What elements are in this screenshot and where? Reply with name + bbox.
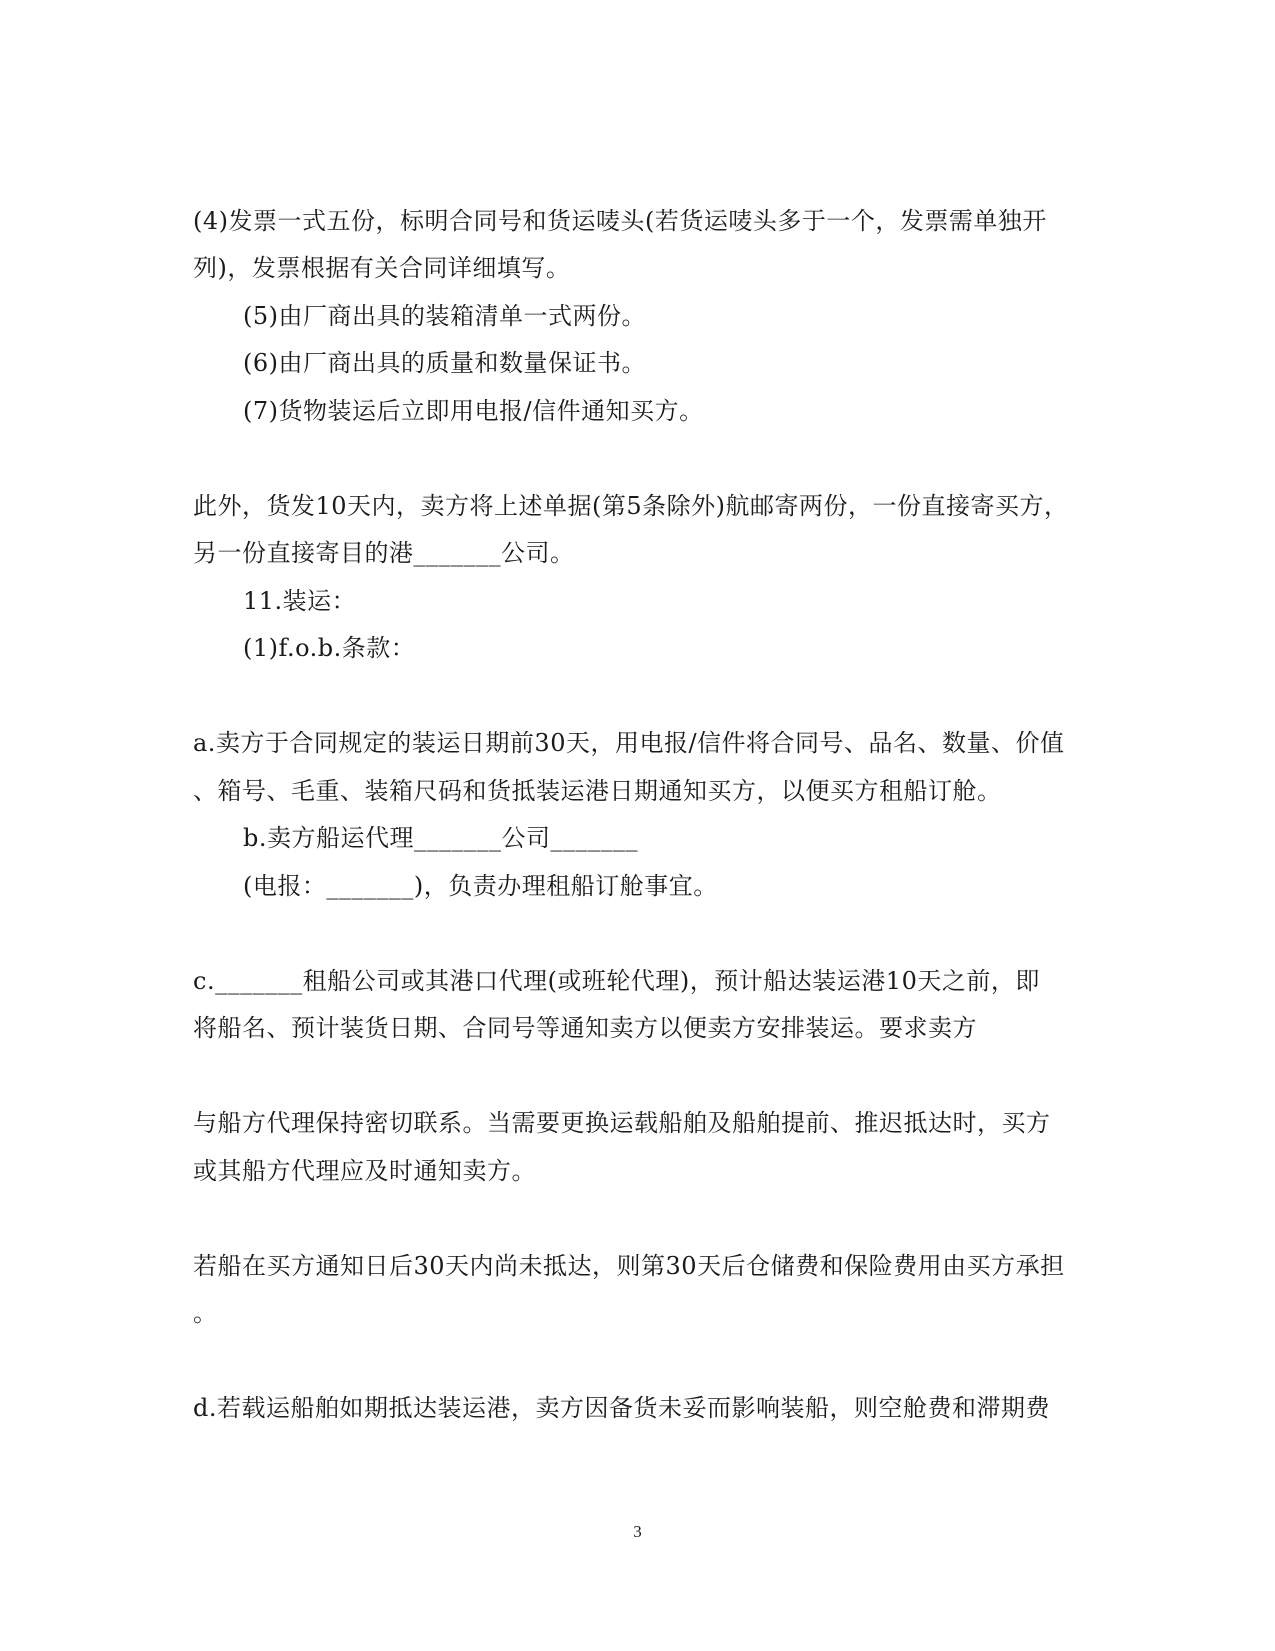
text-line: 若船在买方通知日后30天内尚未抵达，则第30天后仓储费和保险费用由买方承担 [193,1252,1065,1280]
text-line: b.卖方船运代理_______公司_______ [243,824,638,852]
text-line: (1)f.o.b.条款： [243,634,416,662]
text-line: 与船方代理保持密切联系。当需要更换运载船舶及船舶提前、推迟抵达时，买方 [193,1109,1051,1137]
text-line: 11.装运： [243,587,357,615]
text-line: 此外，货发10天内，卖方将上述单据(第5条除外)航邮寄两份，一份直接寄买方， [193,492,1069,520]
text-line: (6)由厂商出具的质量和数量保证书。 [243,349,646,377]
text-line: (电报：_______)，负责办理租船订舱事宜。 [243,872,718,900]
text-line: 另一份直接寄目的港_______公司。 [193,539,575,567]
page-number: 3 [633,1522,642,1541]
text-line: (4)发票一式五份，标明合同号和货运唛头(若货运唛头多于一个，发票需单独开 [193,207,1047,235]
text-line: c._______租船公司或其港口代理(或班轮代理)，预计船达装运港10天之前，即 [193,967,1040,995]
text-line: (7)货物装运后立即用电报/信件通知买方。 [243,397,704,425]
text-line: d.若载运船舶如期抵达装运港，卖方因备货未妥而影响装船，则空舱费和滞期费 [193,1394,1050,1422]
text-line: 将船名、预计装货日期、合同号等通知卖方以便卖方安排装运。要求卖方 [193,1014,977,1042]
text-line: 或其船方代理应及时通知卖方。 [193,1157,536,1185]
text-line: 、箱号、毛重、装箱尺码和货抵装运港日期通知买方，以便买方租船订舱。 [193,777,1002,805]
text-line: 列)，发票根据有关合同详细填写。 [193,254,571,282]
text-line: a.卖方于合同规定的装运日期前30天，用电报/信件将合同号、品名、数量、价值 [193,729,1065,757]
text-line: 。 [193,1299,218,1327]
text-line: (5)由厂商出具的装箱清单一式两份。 [243,302,646,330]
